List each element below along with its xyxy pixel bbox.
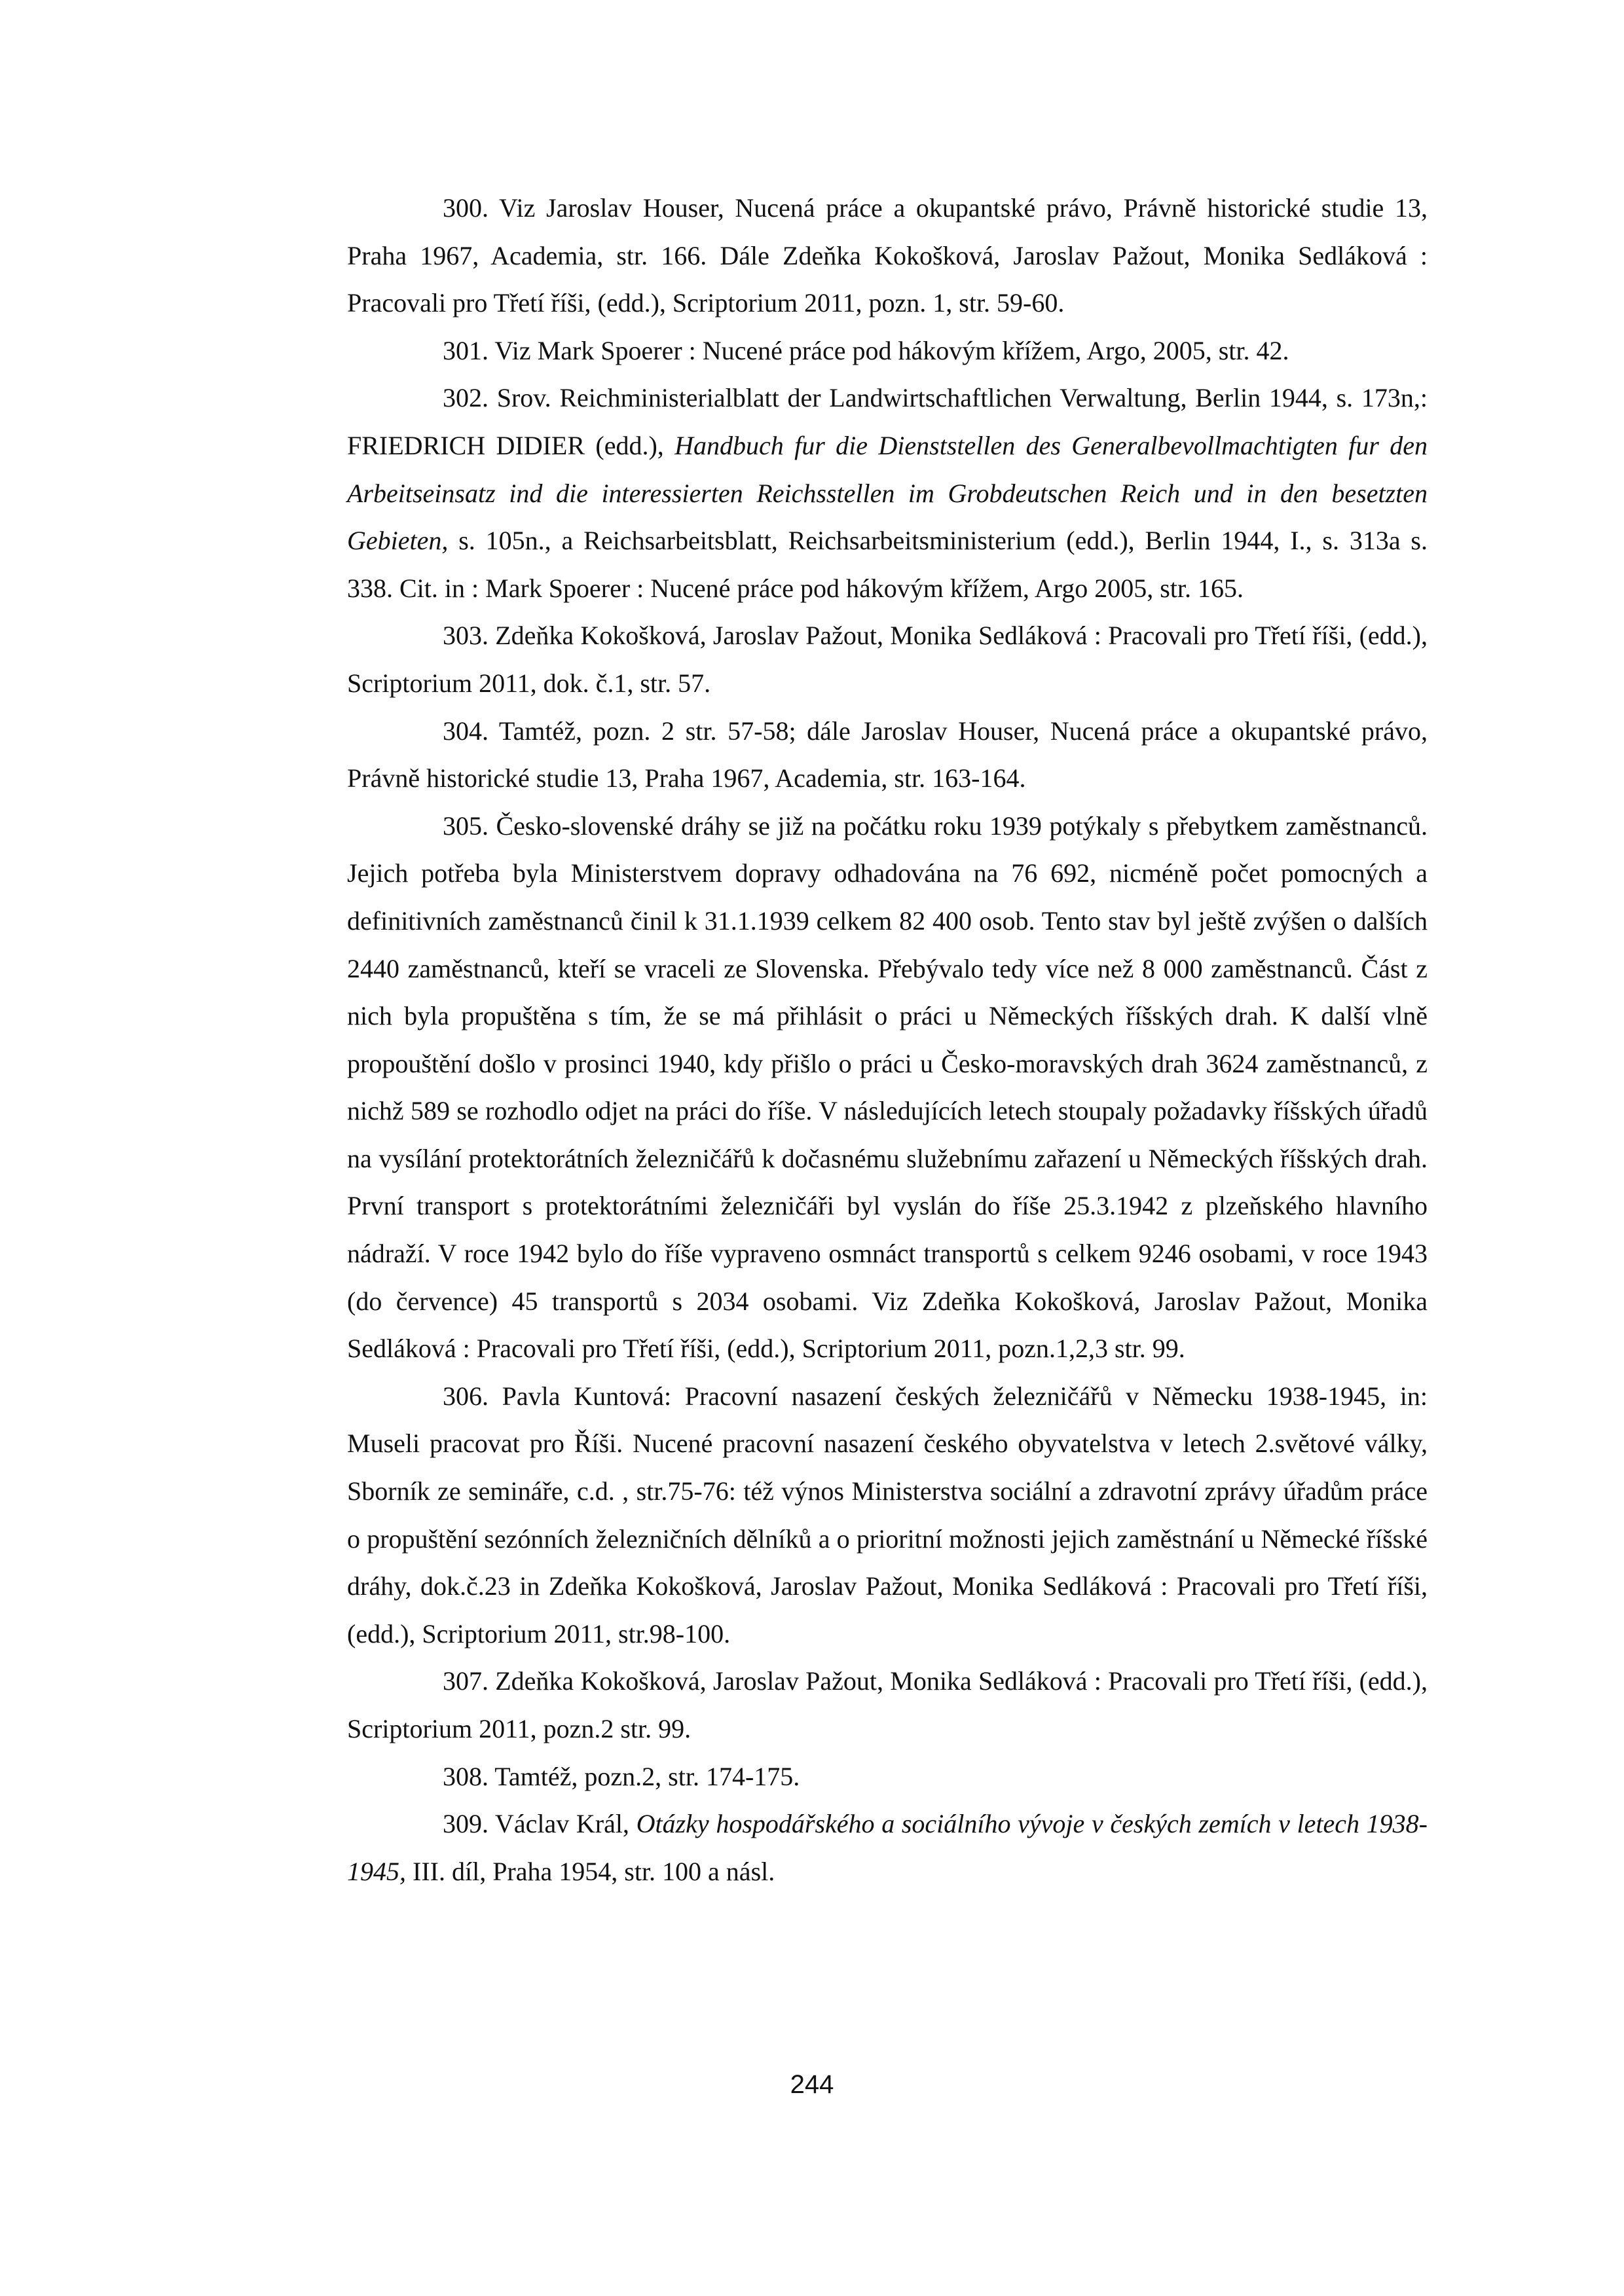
footnotes-block <box>347 185 1428 1895</box>
footnote-text: 304. Tamtéž, pozn. 2 str. 57-58; dále Jaroslav Houser, Nucená práce a okupantské právo, Právně historické studie 13, Praha 1967, Academia, str. 163-164. <box>347 716 1428 793</box>
footnote-text: 302. Srov. Reichministerialblatt der Landwirtschaftlichen Verwaltung, Berlin 1944, s. 173n,: FRIEDRICH DIDIER (edd.), <box>347 383 1428 460</box>
footnote-text: 307. Zdeňka Kokošková, Jaroslav Pažout, Monika Sedláková : Pracovali pro Třetí říši, (edd.), Scriptorium 2011, pozn.2 str. 99. <box>347 1666 1428 1743</box>
footnote-301 <box>347 327 1428 375</box>
footnote-302 <box>347 374 1428 612</box>
footnote-text: s. 105n., a Reichsarbeitsblatt, Reichsarbeitsministerium (edd.), Berlin 1944, I., s. 313a s. 338. Cit. in : Mark Spoerer : Nucené práce pod hákovým křížem, Argo 2005, str. 165. <box>347 526 1428 603</box>
footnote-305 <box>347 803 1428 1373</box>
footnote-text: 306. Pavla Kuntová: Pracovní nasazení českých železničářů v Německu 1938-1945, in: Museli pracovat pro Říši. Nucené pracovní nasazení českého obyvatelstva v letech 2.světové války, Sborník ze semináře, c.d. , str.75-76: též výnos Ministerstva sociální a zdravotní zprávy úřadům práce o propuštění sezónních železničních dělníků a o prioritní možnosti jejich zaměstnání u Německé říšské dráhy, dok.č.23 in Zdeňka Kokošková, Jaroslav Pažout, Monika Sedláková : Pracovali pro Třetí říši, (edd.), Scriptorium 2011, str.98-100. <box>347 1381 1428 1649</box>
footnote-text: 308. Tamtéž, pozn.2, str. 174-175. <box>443 1761 800 1791</box>
footnote-309 <box>347 1800 1428 1895</box>
footnote-text: 301. Viz Mark Spoerer : Nucené práce pod hákovým křížem, Argo, 2005, str. 42. <box>443 335 1289 365</box>
footnote-304 <box>347 708 1428 803</box>
footnote-text: 303. Zdeňka Kokošková, Jaroslav Pažout, Monika Sedláková : Pracovali pro Třetí říši, (edd.), Scriptorium 2011, dok. č.1, str. 57. <box>347 621 1428 698</box>
footnote-303 <box>347 612 1428 707</box>
footnote-307 <box>347 1658 1428 1753</box>
footnote-italic-title: Otázky hospodářského a sociálního vývoje v českých zemích v letech 1938-1945, <box>347 1809 1428 1886</box>
footnote-308 <box>347 1753 1428 1801</box>
footnote-306 <box>347 1373 1428 1658</box>
footnote-text: 300. Viz Jaroslav Houser, Nucená práce a okupantské právo, Právně historické studie 13, Praha 1967, Academia, str. 166. Dále Zdeňka Kokošková, Jaroslav Pažout, Monika Sedláková : Pracovali pro Třetí říši, (edd.), Scriptorium 2011, pozn. 1, str. 59-60. <box>347 193 1428 318</box>
footnote-italic-title: Handbuch fur die Dienststellen des Generalbevollmachtigten fur den Arbeitseinsatz ind die interessierten Reichsstellen im Grobdeutschen Reich und in den besetzten Gebieten, <box>347 430 1428 556</box>
footnote-text: 309. Václav Král, <box>443 1809 637 1839</box>
footnote-text: III. díl, Praha 1954, str. 100 a násl. <box>406 1856 775 1886</box>
footnote-text: 305. Česko-slovenské dráhy se již na počátku roku 1939 potýkaly s přebytkem zaměstnanců. Jejich potřeba byla Ministerstvem dopravy odhadována na 76 692, nicméně počet pomocných a definitivních zaměstnanců činil k 31.1.1939 celkem 82 400 osob. Tento stav byl ještě zvýšen o dalších 2440 zaměstnanců, kteří se vraceli ze Slovenska. Přebývalo tedy více než 8 000 zaměstnanců. Část z nich byla propuštěna s tím, že se má přihlásit o práci u Německých říšských drah. K další vlně propouštění došlo v prosinci 1940, kdy přišlo o práci u Česko-moravských drah 3624 zaměstnanců, z nichž 589 se rozhodlo odjet na práci do říše. V následujících letech stoupaly požadavky říšských úřadů na vysílání protektorátních železničářů k dočasnému služebnímu zařazení u Německých říšských drah. První transport s protektorátními železničáři byl vyslán do říše 25.3.1942 z plzeňského hlavního nádraží. V roce 1942 bylo do říše vypraveno osmnáct transportů s celkem 9246 osobami, v roce 1943 (do července) 45 transportů s 2034 osobami. Viz Zdeňka Kokošková, Jaroslav Pažout, Monika Sedláková : Pracovali pro Třetí říši, (edd.), Scriptorium 2011, pozn.1,2,3 str. 99. <box>347 811 1428 1364</box>
footnote-300 <box>347 185 1428 327</box>
page-number: 244 <box>790 2070 834 2099</box>
